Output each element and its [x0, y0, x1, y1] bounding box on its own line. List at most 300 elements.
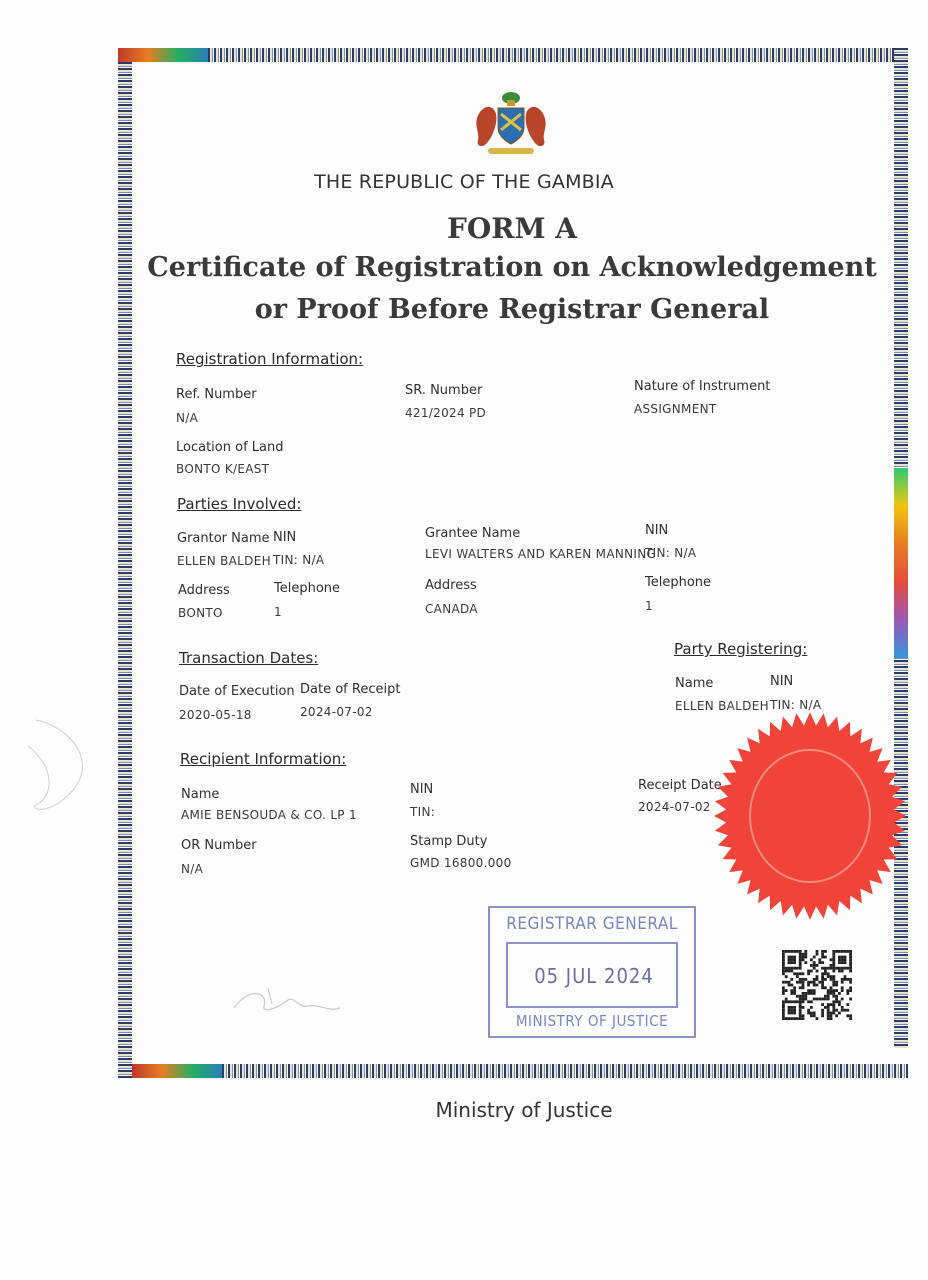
- border-accent-bottom: [132, 1064, 222, 1078]
- qr-module: [793, 1012, 796, 1015]
- qr-module: [827, 1017, 830, 1020]
- qr-module: [799, 981, 802, 984]
- border-accent-right: [894, 468, 908, 658]
- qr-module: [793, 986, 796, 989]
- qr-module: [846, 967, 849, 970]
- qr-module: [790, 967, 793, 970]
- grantor-address-value: BONTO: [178, 606, 223, 620]
- qr-module: [821, 967, 824, 970]
- qr-module: [788, 1017, 791, 1020]
- receipt-date-value: 2024-07-02: [300, 705, 373, 719]
- qr-module: [810, 964, 813, 967]
- qr-module: [810, 1006, 813, 1009]
- nature-label: Nature of Instrument: [634, 379, 771, 394]
- qr-module: [810, 1012, 813, 1015]
- qr-module: [793, 956, 796, 959]
- qr-module: [841, 998, 844, 1001]
- qr-module: [841, 989, 844, 992]
- qr-module: [821, 950, 824, 953]
- qr-module: [824, 970, 827, 973]
- qr-module: [830, 986, 833, 989]
- qr-module: [841, 958, 844, 961]
- qr-module: [824, 967, 827, 970]
- registrar-stamp: [488, 906, 696, 1038]
- qr-module: [824, 1006, 827, 1009]
- grantee-phone-label: Telephone: [645, 575, 712, 590]
- stamp-duty-value: GMD 16800.000: [410, 856, 512, 870]
- grantee-tin-value: TIN: N/A: [645, 546, 697, 560]
- qr-module: [821, 1003, 824, 1006]
- qr-module: [793, 989, 796, 992]
- qr-module: [802, 986, 805, 989]
- qr-module: [802, 981, 805, 984]
- qr-module: [804, 978, 807, 981]
- red-seal: [712, 708, 908, 924]
- qr-module: [807, 970, 810, 973]
- qr-module: [835, 967, 838, 970]
- qr-module: [827, 967, 830, 970]
- qr-module: [802, 995, 805, 998]
- qr-module: [832, 967, 835, 970]
- qr-module: [788, 967, 791, 970]
- qr-module: [793, 1017, 796, 1020]
- qr-module: [788, 950, 791, 953]
- qr-module: [824, 978, 827, 981]
- qr-module: [838, 956, 841, 959]
- qr-module: [813, 964, 816, 967]
- qr-module: [782, 989, 785, 992]
- qr-module: [849, 986, 852, 989]
- qr-module: [804, 995, 807, 998]
- qr-module: [849, 989, 852, 992]
- qr-module: [782, 986, 785, 989]
- recipient-receipt-date-value: 2024-07-02: [638, 800, 711, 814]
- nature-value: ASSIGNMENT: [634, 402, 717, 416]
- location-value: BONTO K/EAST: [176, 462, 270, 476]
- border-accent-top: [118, 48, 208, 62]
- receipt-date-label: Date of Receipt: [300, 682, 401, 697]
- qr-module: [793, 1009, 796, 1012]
- qr-module: [835, 998, 838, 1001]
- signature: [228, 978, 348, 1028]
- qr-module: [790, 970, 793, 973]
- qr-module: [841, 950, 844, 953]
- qr-module: [796, 1000, 799, 1003]
- qr-module: [832, 1003, 835, 1006]
- qr-module: [821, 1012, 824, 1015]
- margin-scribble: [6, 716, 96, 816]
- qr-module: [844, 961, 847, 964]
- qr-module: [810, 970, 813, 973]
- qr-module: [804, 956, 807, 959]
- qr-module: [841, 956, 844, 959]
- qr-module: [790, 958, 793, 961]
- qr-module: [782, 1014, 785, 1017]
- qr-module: [799, 972, 802, 975]
- qr-module: [816, 970, 819, 973]
- qr-module: [799, 995, 802, 998]
- qr-module: [799, 958, 802, 961]
- qr-module: [813, 984, 816, 987]
- registering-tin-value: TIN: N/A: [770, 698, 822, 712]
- qr-module: [790, 992, 793, 995]
- qr-module: [830, 975, 833, 978]
- qr-module: [782, 1003, 785, 1006]
- qr-module: [785, 950, 788, 953]
- qr-module: [790, 1017, 793, 1020]
- qr-module: [802, 953, 805, 956]
- qr-module: [849, 978, 852, 981]
- grantee-name-label: Grantee Name: [425, 526, 521, 541]
- qr-module: [816, 978, 819, 981]
- qr-module: [824, 986, 827, 989]
- qr-module: [799, 998, 802, 1001]
- qr-module: [838, 992, 841, 995]
- registration-heading: Registration Information:: [176, 350, 364, 368]
- qr-module: [841, 970, 844, 973]
- qr-module: [782, 964, 785, 967]
- parties-heading: Parties Involved:: [177, 495, 302, 513]
- qr-module: [832, 1012, 835, 1015]
- qr-module: [804, 998, 807, 1001]
- qr-module: [830, 1017, 833, 1020]
- qr-module: [785, 975, 788, 978]
- qr-module: [790, 1006, 793, 1009]
- qr-module: [807, 1012, 810, 1015]
- qr-module: [790, 978, 793, 981]
- qr-module: [802, 1000, 805, 1003]
- execution-date-label: Date of Execution: [179, 684, 295, 699]
- recipient-name-label: Name: [181, 787, 220, 802]
- qr-module: [807, 1009, 810, 1012]
- transaction-heading: Transaction Dates:: [179, 649, 319, 667]
- qr-module: [804, 953, 807, 956]
- qr-module: [821, 998, 824, 1001]
- qr-module: [846, 989, 849, 992]
- grantor-phone-label: Telephone: [274, 581, 341, 596]
- qr-module: [799, 956, 802, 959]
- stamp-date: 05 JUL 2024: [534, 964, 654, 988]
- qr-module: [821, 986, 824, 989]
- qr-module: [844, 958, 847, 961]
- qr-module: [849, 970, 852, 973]
- qr-module: [802, 1017, 805, 1020]
- grantor-name-value: ELLEN BALDEH: [177, 554, 271, 568]
- qr-module: [832, 961, 835, 964]
- qr-module: [821, 978, 824, 981]
- qr-module: [830, 992, 833, 995]
- qr-module: [788, 1009, 791, 1012]
- qr-module: [832, 958, 835, 961]
- qr-module: [785, 981, 788, 984]
- qr-module: [788, 956, 791, 959]
- qr-module: [827, 995, 830, 998]
- qr-module: [788, 961, 791, 964]
- qr-module: [799, 986, 802, 989]
- qr-module: [782, 1012, 785, 1015]
- qr-module: [827, 975, 830, 978]
- qr-module: [821, 972, 824, 975]
- qr-module: [788, 958, 791, 961]
- qr-module: [827, 998, 830, 1001]
- qr-module: [790, 1009, 793, 1012]
- qr-module: [804, 961, 807, 964]
- qr-module: [846, 1003, 849, 1006]
- qr-module: [824, 998, 827, 1001]
- qr-module: [785, 998, 788, 1001]
- stamp-date-box: [506, 942, 678, 1008]
- qr-module: [838, 958, 841, 961]
- qr-module: [849, 998, 852, 1001]
- qr-module: [788, 1000, 791, 1003]
- qr-module: [802, 958, 805, 961]
- qr-module: [796, 1017, 799, 1020]
- qr-module: [799, 1017, 802, 1020]
- qr-module: [830, 958, 833, 961]
- qr-module: [816, 984, 819, 987]
- border-bottom: [132, 1064, 908, 1078]
- qr-module: [832, 992, 835, 995]
- qr-module: [821, 984, 824, 987]
- qr-module: [807, 1000, 810, 1003]
- qr-module: [832, 964, 835, 967]
- qr-module: [796, 967, 799, 970]
- qr-module: [793, 992, 796, 995]
- registering-name-label: Name: [675, 676, 714, 691]
- qr-module: [799, 978, 802, 981]
- qr-module: [810, 992, 813, 995]
- qr-module: [824, 956, 827, 959]
- qr-module: [835, 989, 838, 992]
- qr-module: [832, 950, 835, 953]
- qr-module: [838, 950, 841, 953]
- qr-module: [824, 972, 827, 975]
- qr-module: [807, 981, 810, 984]
- qr-module: [830, 978, 833, 981]
- grantee-nin-label: NIN: [645, 523, 669, 538]
- qr-module: [793, 972, 796, 975]
- qr-module: [824, 950, 827, 953]
- grantor-phone-value: 1: [274, 605, 282, 619]
- qr-module: [827, 1003, 830, 1006]
- qr-module: [807, 984, 810, 987]
- grantor-name-label: Grantor Name: [177, 531, 270, 546]
- qr-module: [793, 961, 796, 964]
- border-top: [118, 48, 908, 62]
- qr-module: [816, 998, 819, 1001]
- qr-module: [799, 1009, 802, 1012]
- qr-module: [846, 992, 849, 995]
- form-title: FORM A: [446, 212, 577, 245]
- qr-module: [807, 989, 810, 992]
- qr-module: [830, 1014, 833, 1017]
- qr-module: [832, 981, 835, 984]
- qr-module: [849, 1014, 852, 1017]
- qr-module: [816, 953, 819, 956]
- qr-module: [813, 992, 816, 995]
- qr-module: [804, 950, 807, 953]
- qr-module: [788, 1012, 791, 1015]
- qr-module: [785, 989, 788, 992]
- recipient-name-value: AMIE BENSOUDA & CO. LP 1: [181, 808, 357, 822]
- qr-module: [793, 1006, 796, 1009]
- qr-module: [782, 1006, 785, 1009]
- qr-module: [802, 972, 805, 975]
- stamp-bottom-text: MINISTRY OF JUSTICE: [515, 1012, 669, 1030]
- grantee-address-value: CANADA: [425, 602, 478, 616]
- qr-module: [841, 967, 844, 970]
- grantor-tin-value: TIN: N/A: [273, 553, 325, 567]
- qr-module: [810, 989, 813, 992]
- qr-module: [835, 1014, 838, 1017]
- qr-module: [785, 1017, 788, 1020]
- qr-module: [813, 981, 816, 984]
- qr-module: [799, 1003, 802, 1006]
- qr-module: [827, 1014, 830, 1017]
- qr-module: [841, 1006, 844, 1009]
- qr-module: [782, 1000, 785, 1003]
- qr-module: [824, 995, 827, 998]
- qr-module: [827, 1006, 830, 1009]
- qr-module: [782, 958, 785, 961]
- qr-module: [841, 986, 844, 989]
- qr-module: [793, 1000, 796, 1003]
- qr-module: [832, 956, 835, 959]
- qr-module: [846, 1014, 849, 1017]
- qr-module: [846, 1009, 849, 1012]
- qr-module: [835, 1000, 838, 1003]
- qr-module: [782, 961, 785, 964]
- qr-module: [838, 1012, 841, 1015]
- footer-ministry: Ministry of Justice: [435, 1098, 613, 1122]
- qr-module: [849, 950, 852, 953]
- qr-module: [830, 967, 833, 970]
- qr-module: [838, 967, 841, 970]
- qr-module: [830, 989, 833, 992]
- recipient-tin-value: TIN:: [410, 805, 436, 819]
- certificate-title-line1: Certificate of Registration on Acknowledgement: [147, 252, 877, 283]
- qr-module: [799, 964, 802, 967]
- qr-module: [849, 956, 852, 959]
- qr-module: [841, 1009, 844, 1012]
- qr-module: [827, 972, 830, 975]
- qr-module: [838, 1000, 841, 1003]
- qr-module: [844, 975, 847, 978]
- qr-module: [782, 967, 785, 970]
- recipient-receipt-date-label: Receipt Date: [638, 778, 722, 793]
- qr-module: [821, 956, 824, 959]
- qr-module: [790, 1012, 793, 1015]
- qr-module: [830, 964, 833, 967]
- qr-module: [835, 984, 838, 987]
- qr-module: [832, 975, 835, 978]
- qr-module: [832, 984, 835, 987]
- qr-module: [813, 989, 816, 992]
- qr-module: [799, 953, 802, 956]
- qr-module: [844, 950, 847, 953]
- qr-module: [799, 961, 802, 964]
- qr-module: [810, 1014, 813, 1017]
- qr-module: [827, 1012, 830, 1015]
- qr-module: [827, 992, 830, 995]
- qr-module: [788, 1006, 791, 1009]
- qr-module: [818, 981, 821, 984]
- qr-module: [846, 950, 849, 953]
- qr-module: [835, 950, 838, 953]
- qr-module: [799, 1000, 802, 1003]
- grantee-address-label: Address: [425, 578, 477, 593]
- qr-module: [790, 950, 793, 953]
- qr-module: [830, 1012, 833, 1015]
- qr-module: [790, 956, 793, 959]
- qr-module: [790, 989, 793, 992]
- qr-module: [793, 967, 796, 970]
- qr-module: [841, 961, 844, 964]
- qr-module: [785, 967, 788, 970]
- qr-module: [802, 978, 805, 981]
- country-title: THE REPUBLIC OF THE GAMBIA: [314, 171, 614, 193]
- qr-module: [838, 961, 841, 964]
- qr-module: [799, 1014, 802, 1017]
- qr-module: [796, 981, 799, 984]
- qr-module: [796, 950, 799, 953]
- sr-number-label: SR. Number: [405, 383, 483, 398]
- qr-module: [782, 1017, 785, 1020]
- qr-module: [788, 970, 791, 973]
- qr-module: [788, 984, 791, 987]
- qr-module: [841, 981, 844, 984]
- qr-module: [827, 1009, 830, 1012]
- qr-module: [802, 1014, 805, 1017]
- qr-module: [821, 1014, 824, 1017]
- qr-module: [793, 950, 796, 953]
- qr-module: [835, 981, 838, 984]
- recipient-nin-label: NIN: [410, 782, 434, 797]
- qr-module: [782, 972, 785, 975]
- qr-module: [835, 1009, 838, 1012]
- qr-module: [849, 961, 852, 964]
- qr-module: [810, 981, 813, 984]
- qr-module: [785, 1000, 788, 1003]
- qr-module: [790, 1000, 793, 1003]
- qr-module: [782, 1009, 785, 1012]
- qr-module: [804, 992, 807, 995]
- qr-module: [813, 1012, 816, 1015]
- qr-module: [844, 1009, 847, 1012]
- seal-body: [714, 712, 906, 919]
- qr-module: [782, 992, 785, 995]
- certificate-title-line2: or Proof Before Registrar General: [254, 294, 770, 325]
- stamp-top-text: REGISTRAR GENERAL: [506, 914, 678, 934]
- qr-module: [832, 1000, 835, 1003]
- sr-number-value: 421/2024 PD: [405, 406, 487, 420]
- qr-module: [799, 967, 802, 970]
- qr-module: [827, 989, 830, 992]
- qr-module: [816, 1017, 819, 1020]
- qr-module: [813, 998, 816, 1001]
- qr-module: [790, 961, 793, 964]
- grantor-nin-label: NIN: [273, 530, 297, 545]
- qr-module: [838, 970, 841, 973]
- qr-module: [849, 981, 852, 984]
- qr-module: [821, 975, 824, 978]
- grantee-name-value: LEVI WALTERS AND KAREN MANNING: [425, 547, 657, 561]
- qr-module: [782, 950, 785, 953]
- qr-module: [832, 989, 835, 992]
- qr-module: [821, 981, 824, 984]
- qr-module: [849, 958, 852, 961]
- qr-module: [830, 1003, 833, 1006]
